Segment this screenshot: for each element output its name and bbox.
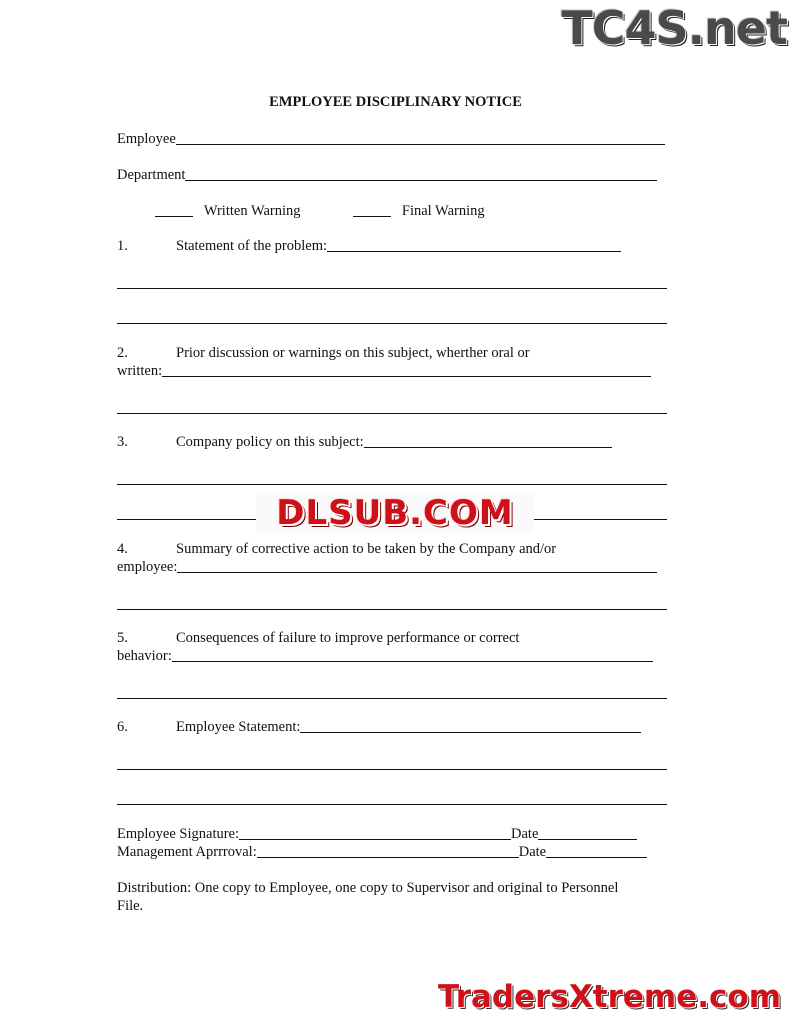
item-5-continuation: behavior:: [117, 648, 172, 664]
department-field[interactable]: [117, 166, 657, 184]
item-2-field[interactable]: [117, 362, 651, 380]
item-4-field[interactable]: [117, 558, 657, 576]
warning-written-option[interactable]: [155, 202, 301, 220]
item-1-answer-line[interactable]: [117, 323, 667, 324]
management-approval-row[interactable]: [117, 843, 647, 861]
item-3-blank[interactable]: [364, 433, 612, 448]
item-5-answer-line[interactable]: [117, 698, 667, 699]
employee-field[interactable]: [117, 130, 665, 148]
management-approval-blank[interactable]: [257, 843, 519, 858]
item-5-label: Consequences of failure to improve performance or correct: [176, 630, 520, 646]
item-2-number: 2.: [117, 345, 128, 361]
item-2-answer-line[interactable]: [117, 413, 667, 414]
dlsub-watermark: DLSUB.COM: [256, 493, 534, 533]
employee-label: Employee: [117, 131, 176, 147]
item-1-number: 1.: [117, 238, 128, 254]
item-1-field[interactable]: [176, 237, 621, 255]
written-warning-blank[interactable]: [155, 202, 193, 217]
document-title: EMPLOYEE DISCIPLINARY NOTICE: [269, 94, 522, 110]
warning-final-option[interactable]: [353, 202, 485, 220]
item-5-field[interactable]: [117, 647, 653, 665]
management-approval-date-label: Date: [518, 844, 547, 860]
employee-signature-date-label: Date: [511, 826, 539, 842]
management-approval-label: Management Aprrroval:: [117, 844, 257, 860]
distribution-line-2: File.: [117, 898, 144, 914]
item-4-blank[interactable]: [177, 558, 657, 573]
final-warning-label: Final Warning: [401, 203, 485, 219]
department-label: Department: [117, 167, 186, 183]
distribution-line-1: Distribution: One copy to Employee, one copy to Supervisor and original to Personnel: [117, 880, 619, 896]
item-6-answer-line[interactable]: [117, 804, 667, 805]
item-6-label: Employee Statement:: [176, 719, 301, 735]
item-3-answer-line[interactable]: [117, 484, 667, 485]
item-2-continuation: written:: [117, 363, 163, 379]
item-1-label: Statement of the problem:: [176, 238, 328, 254]
item-6-field[interactable]: [176, 718, 641, 736]
item-3-field[interactable]: [176, 433, 612, 451]
item-5-number: 5.: [117, 630, 128, 646]
written-warning-label: Written Warning: [203, 203, 301, 219]
employee-signature-blank[interactable]: [239, 825, 511, 840]
final-warning-blank[interactable]: [353, 202, 391, 217]
tradersxtreme-watermark: TradersXtreme.com: [437, 979, 781, 1015]
item-6-answer-line[interactable]: [117, 769, 667, 770]
item-2-blank[interactable]: [162, 362, 651, 377]
item-4-continuation: employee:: [117, 559, 178, 575]
tc4s-watermark: TC4S.net: [561, 1, 787, 55]
item-6-number: 6.: [117, 719, 128, 735]
employee-blank[interactable]: [176, 130, 665, 145]
department-blank[interactable]: [185, 166, 657, 181]
item-2-label: Prior discussion or warnings on this subject, wherther oral or: [176, 345, 530, 361]
item-4-label: Summary of corrective action to be taken by the Company and/or: [176, 541, 557, 557]
employee-signature-label: Employee Signature:: [117, 826, 240, 842]
employee-signature-row[interactable]: [117, 825, 637, 843]
management-approval-date-blank[interactable]: [546, 843, 647, 858]
item-6-blank[interactable]: [300, 718, 641, 733]
item-4-answer-line[interactable]: [117, 609, 667, 610]
item-1-blank[interactable]: [327, 237, 621, 252]
item-3-number: 3.: [117, 434, 128, 450]
item-5-blank[interactable]: [172, 647, 653, 662]
employee-signature-date-blank[interactable]: [538, 825, 637, 840]
item-4-number: 4.: [117, 541, 128, 557]
item-3-label: Company policy on this subject:: [176, 434, 364, 450]
item-1-answer-line[interactable]: [117, 288, 667, 289]
